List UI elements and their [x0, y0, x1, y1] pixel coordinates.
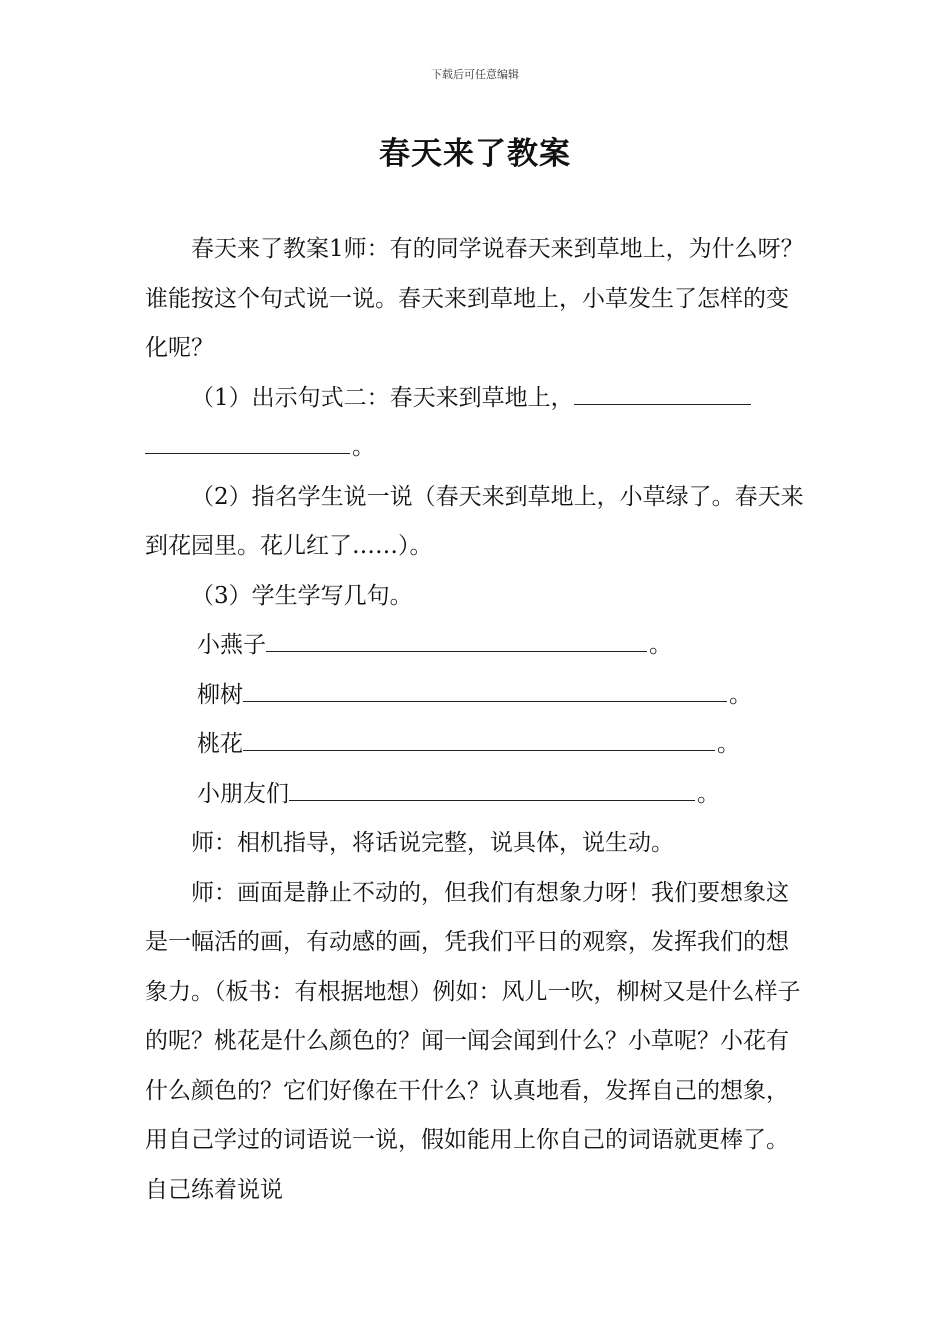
- paragraph-1: 春天来了教案1师：有的同学说春天来到草地上，为什么呀？谁能按这个句式说一说。春天来到草地上，小草发生了怎样的变化呢？: [145, 236, 804, 361]
- fill-blank: [243, 730, 715, 751]
- period: 。: [729, 681, 752, 708]
- fill-row-swallow: [145, 621, 810, 671]
- fill-row-kids: [145, 770, 810, 820]
- fill-blank: [243, 681, 727, 702]
- fill-label: 小朋友们: [197, 780, 289, 807]
- fill-row-willow: [145, 671, 810, 721]
- fill-label: 小燕子: [197, 632, 266, 658]
- fill-label: 柳树: [197, 681, 243, 708]
- fill-row-peach: [145, 720, 810, 770]
- period: 。: [717, 731, 740, 757]
- fill-blank: [145, 433, 350, 454]
- period: 。: [697, 780, 720, 807]
- paragraph-2-continuation: [145, 423, 810, 473]
- period: 。: [352, 434, 375, 460]
- paragraph-6: 师：画面是静止不动的，但我们有想象力呀！我们要想象这是一幅活的画，有动感的画，凭我们平日的观察，发挥我们的想象力。（板书：有根据地想）例如：风儿一吹，柳树又是什么样子的呢？桃花是什么颜色的？闻一闻会闻到什么？小草呢？小花有什么颜色的？它们好像在干什么？认真地看，发挥自己的想象，用自己学过的词语说一说，假如能用上你自己的词语就更棒了。自己练着说说: [145, 879, 801, 1203]
- header-note: 下载后可任意编辑: [431, 68, 519, 81]
- document-title: 春天来了教案: [379, 136, 571, 172]
- paragraph-2-text: （1）出示句式二：春天来到草地上，: [191, 384, 574, 411]
- paragraph-5: 师：相机指导，将话说完整，说具体，说生动。: [191, 830, 674, 856]
- paragraph-3: （2）指名学生说一说（春天来到草地上，小草绿了。春天来到花园里。花儿红了……）。: [145, 483, 804, 559]
- fill-blank: [289, 780, 695, 801]
- fill-blank: [266, 631, 647, 652]
- fill-blank: [574, 384, 751, 405]
- paragraph-4: （3）学生学写几句。: [191, 582, 413, 609]
- period: 。: [649, 632, 672, 658]
- paragraph-2: [145, 374, 810, 424]
- fill-label: 桃花: [197, 731, 243, 757]
- document-body: [145, 225, 810, 1215]
